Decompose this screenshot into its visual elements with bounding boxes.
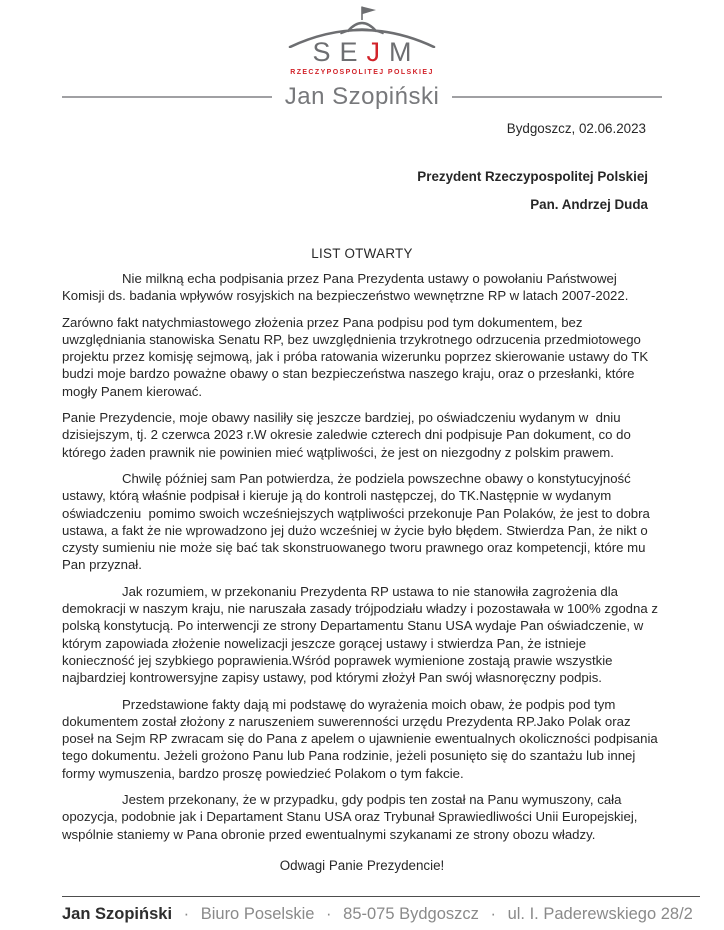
footer-name: Jan Szopiński [62, 905, 173, 923]
letter-paragraph: Panie Prezydencie, moje obawy nasiliły się jeszcze bardziej, po oświadczeniu wydanym w dniu dzisiejszym, tj. 2 czerwca 2023 r.W okresie zaledwie czterech dni podpisuje Pan dokument, co do którego żaden prawnik nie powinien mieć wątpliwości, że jest on niezgodny z polskim prawem. [62, 410, 635, 460]
header-name-row [62, 83, 662, 111]
footer-separator: · [326, 905, 332, 923]
letter-paragraph: Jestem przekonany, że w przypadku, gdy podpis ten został na Panu wymuszony, cała opozycja, podobnie jak i Departament Stanu USA oraz Trybunał Sprawiedliwości Unii Europejskiej, wspólnie staniemy w Pana obronie przed ewentualnymi szykanami ze strony obozu władzy. [62, 792, 642, 842]
sejm-logo [0, 0, 724, 76]
letter-paragraph: Chwilę później sam Pan potwierdza, że podziela powszechne obawy o konstytucyjność ustawy, którą właśnie podpisał i kieruje ją do kontroli następczej, do TK.Następnie w wydanym oświadczeniu pomimo swoich wcześniejszych wątpliwości przekonuje Pan Polaków, że jest to dobra ustawa, a fakt że nie wprowadzono jej dużo wcześniej w życie było błędem. Stwierdza Pan, że nikt o czysty sumieniu nie może się bać tak skonstruowanego tworu prawnego oraz kompetencji, które mu Pan przyznał. [62, 470, 654, 573]
header-name: Jan Szopiński [284, 83, 440, 110]
footer-street: ul. I. Paderewskiego 28/2 [507, 905, 693, 923]
addressee-line-1: Prezydent Rzeczypospolitej Polskiej [417, 169, 648, 184]
letter-body [62, 270, 662, 843]
closing-line: Odwagi Panie Prezydencie! [279, 857, 445, 873]
letter-paragraph: Przedstawione fakty dają mi podstawę do wyrażenia moich obaw, że podpis pod tym dokumentem został złożony z naruszeniem suwerenności urzędu Prezydenta RP.Jako Polak oraz poseł na Sejm RP zwracam się do Pana z apelem o ujawnienie ewentualnych okoliczności podpisania tego dokumentu. Jeżeli grożono Panu lub Pana rodzinie, jeżeli posunięto się do szantażu lub innej formy wymuszenia, bardzo proszę powiedzieć Polakom o tym fakcie. [62, 696, 662, 781]
letter-paragraph: Nie milkną echa podpisania przez Pana Prezydenta ustawy o powołaniu Państwowej Komisji ds. badania wpływów rosyjskich na bezpieczeństwo wewnętrzne RP w latach 2007-2022. [62, 271, 629, 304]
footer [62, 896, 700, 924]
letter-title: LIST OTWARTY [311, 246, 413, 261]
logo-acronym [303, 39, 420, 66]
logo-subtitle: RZECZYPOSPOLITEJ POLSKIEJ [290, 69, 434, 76]
left-rule [62, 96, 272, 98]
logo-letter: S [312, 37, 340, 67]
dateline: Bydgoszcz, 02.06.2023 [506, 121, 646, 136]
flag-icon [362, 7, 376, 15]
footer-city: 85-075 Bydgoszcz [343, 905, 479, 923]
addressee-line-2: Pan. Andrzej Duda [530, 197, 648, 212]
logo-letter: M [389, 37, 421, 67]
footer-office: Biuro Poselskie [200, 905, 315, 923]
footer-separator: · [490, 905, 496, 923]
letter-content [0, 121, 724, 873]
letter-paragraph: Jak rozumiem, w przekonaniu Prezydenta RP ustawa to nie stanowiła zagrożenia dla demokracji w naszym kraju, nie naruszała zasady trójpodziału władzy i pozostawała w 100% zgodna z polską konstytucją. Po interwencji ze strony Departamentu Stanu USA wydaje Pan oświadczenie, w którym zapowiada złożenie nowelizacji jeszcze gorącej ustawy i stwierdza Pan, że istnieje konieczność jej szybkiego poprawienia.Wśród poprawek wymienione zostają prawie wszystkie najbardziej kontrowersyjne zapisy ustawy, pod którymi złożył Pan swój własnoręczny podpis. [62, 583, 662, 686]
letter-paragraph: Zarówno fakt natychmiastowego złożenia przez Pana podpisu pod tym dokumentem, bez uwzględniania stanowiska Senatu RP, bez uwzględnienia trzykrotnego odrzucenia przedmiotowego projektu przez komisję sejmową, jak i próba ratowania wizerunku poprzez skierowanie ustawy do TK budzi moje bardzo poważne obawy o stan bezpieczeństwa naszego kraju, oraz o przesłanki, które mogły Panem kierować. [62, 314, 652, 399]
logo-letter: E [339, 37, 367, 67]
footer-separator: · [183, 905, 190, 923]
right-rule [452, 96, 662, 98]
addressee-block [62, 163, 662, 219]
logo-letter-red: J [366, 37, 390, 67]
